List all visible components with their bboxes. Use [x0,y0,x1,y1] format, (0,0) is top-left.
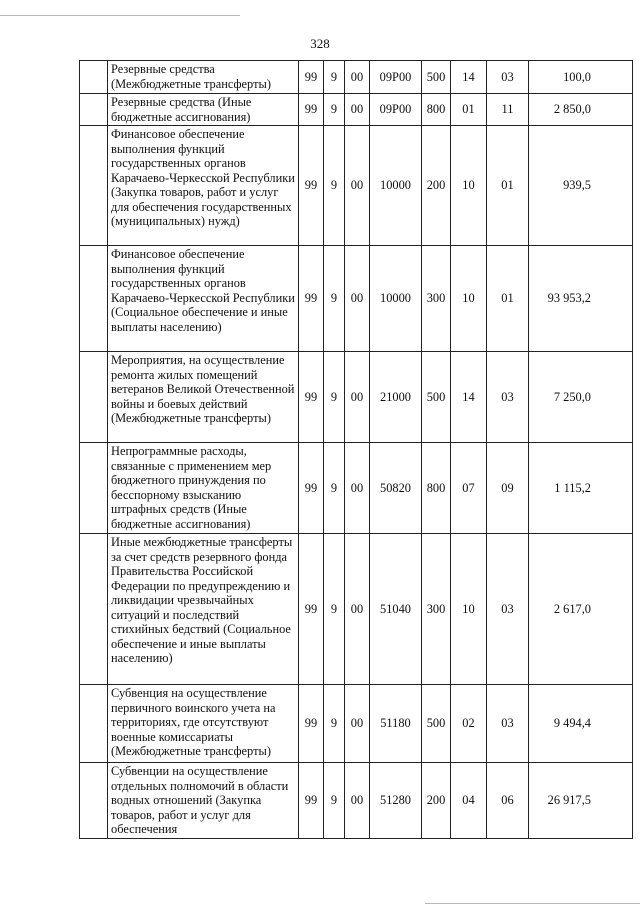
subsection-cell: 09 [487,443,529,534]
code-cell: 9 [324,352,345,443]
table-row [80,685,633,763]
code-cell: 00 [345,126,370,246]
table-row [80,534,633,685]
code-cell: 51040 [370,534,422,685]
amount-cell: 26 917,5 [529,763,633,839]
index-cell [80,534,108,685]
expense-name-cell: Мероприятия, на осуществление ремонта жилых помещений ветеранов Великой Отечественной войны и боевых действий (Межбюджетные трансферты) [108,352,299,443]
table-row [80,61,633,94]
code-cell: 9 [324,61,345,94]
code-cell: 9 [324,443,345,534]
section-cell: 10 [451,126,487,246]
code-cell: 10000 [370,126,422,246]
table-row [80,352,633,443]
section-cell: 01 [451,94,487,126]
code-cell: 9 [324,534,345,685]
code-cell: 200 [422,763,451,839]
subsection-cell: 03 [487,61,529,94]
section-cell: 02 [451,685,487,763]
code-cell: 9 [324,685,345,763]
expense-name-cell: Субвенция на осуществление первичного воинского учета на территориях, где отсутствуют военные комиссариаты (Межбюджетные трансферты) [108,685,299,763]
table-row [80,763,633,839]
table-row [80,443,633,534]
expense-name-cell: Субвенции на осуществление отдельных полномочий в области водных отношений (Закупка товаров, работ и услуг для обеспечения [108,763,299,839]
code-cell: 9 [324,94,345,126]
code-cell: 99 [299,685,324,763]
table-row [80,94,633,126]
code-cell: 00 [345,534,370,685]
code-cell: 800 [422,94,451,126]
code-cell: 00 [345,246,370,352]
code-cell: 300 [422,534,451,685]
code-cell: 9 [324,246,345,352]
expense-name-cell: Непрограммные расходы, связанные с применением мер бюджетного принуждения по бесспорному взысканию штрафных средств (Иные бюджетные ассигнования) [108,443,299,534]
budget-table-body [80,61,633,839]
section-cell: 10 [451,246,487,352]
code-cell: 99 [299,443,324,534]
code-cell: 09Р00 [370,94,422,126]
subsection-cell: 03 [487,352,529,443]
scan-edge-line [0,15,240,16]
subsection-cell: 11 [487,94,529,126]
section-cell: 14 [451,352,487,443]
code-cell: 500 [422,61,451,94]
expense-name-cell: Иные межбюджетные трансферты за счет средств резервного фонда Правительства Российской Федерации по предупреждению и ликвидации чрезвычайных ситуаций и последствий стихийных бедствий (Социальное обеспечение и иные выплаты населению) [108,534,299,685]
code-cell: 00 [345,443,370,534]
expense-name-cell: Финансовое обеспечение выполнения функций государственных органов Карачаево-Черкесской Республики (Закупка товаров, работ и услуг для обеспечения государственных (муниципальных) нужд) [108,126,299,246]
amount-cell: 939,5 [529,126,633,246]
section-cell: 10 [451,534,487,685]
subsection-cell: 03 [487,685,529,763]
code-cell: 51180 [370,685,422,763]
code-cell: 300 [422,246,451,352]
index-cell [80,61,108,94]
amount-cell: 2 850,0 [529,94,633,126]
code-cell: 99 [299,94,324,126]
expense-name-cell: Резервные средства (Межбюджетные трансферты) [108,61,299,94]
index-cell [80,246,108,352]
amount-cell: 7 250,0 [529,352,633,443]
code-cell: 500 [422,685,451,763]
code-cell: 99 [299,61,324,94]
code-cell: 99 [299,534,324,685]
amount-cell: 2 617,0 [529,534,633,685]
subsection-cell: 06 [487,763,529,839]
index-cell [80,94,108,126]
amount-cell: 9 494,4 [529,685,633,763]
code-cell: 00 [345,94,370,126]
budget-table [79,60,633,839]
index-cell [80,443,108,534]
section-cell: 07 [451,443,487,534]
table-row [80,126,633,246]
subsection-cell: 03 [487,534,529,685]
code-cell: 50820 [370,443,422,534]
code-cell: 500 [422,352,451,443]
amount-cell: 1 115,2 [529,443,633,534]
code-cell: 10000 [370,246,422,352]
code-cell: 00 [345,763,370,839]
code-cell: 00 [345,61,370,94]
code-cell: 51280 [370,763,422,839]
code-cell: 09Р00 [370,61,422,94]
code-cell: 00 [345,685,370,763]
subsection-cell: 01 [487,126,529,246]
code-cell: 800 [422,443,451,534]
index-cell [80,685,108,763]
index-cell [80,126,108,246]
index-cell [80,763,108,839]
table-row [80,246,633,352]
code-cell: 99 [299,352,324,443]
code-cell: 99 [299,246,324,352]
code-cell: 21000 [370,352,422,443]
code-cell: 200 [422,126,451,246]
index-cell [80,352,108,443]
code-cell: 99 [299,763,324,839]
scan-edge-line [425,903,640,904]
code-cell: 9 [324,126,345,246]
amount-cell: 93 953,2 [529,246,633,352]
code-cell: 99 [299,126,324,246]
expense-name-cell: Резервные средства (Иные бюджетные ассигнования) [108,94,299,126]
amount-cell: 100,0 [529,61,633,94]
subsection-cell: 01 [487,246,529,352]
page-number: 328 [310,36,330,51]
expense-name-cell: Финансовое обеспечение выполнения функций государственных органов Карачаево-Черкесской Республики (Социальное обеспечение и иные выплаты населению) [108,246,299,352]
section-cell: 14 [451,61,487,94]
code-cell: 9 [324,763,345,839]
section-cell: 04 [451,763,487,839]
code-cell: 00 [345,352,370,443]
